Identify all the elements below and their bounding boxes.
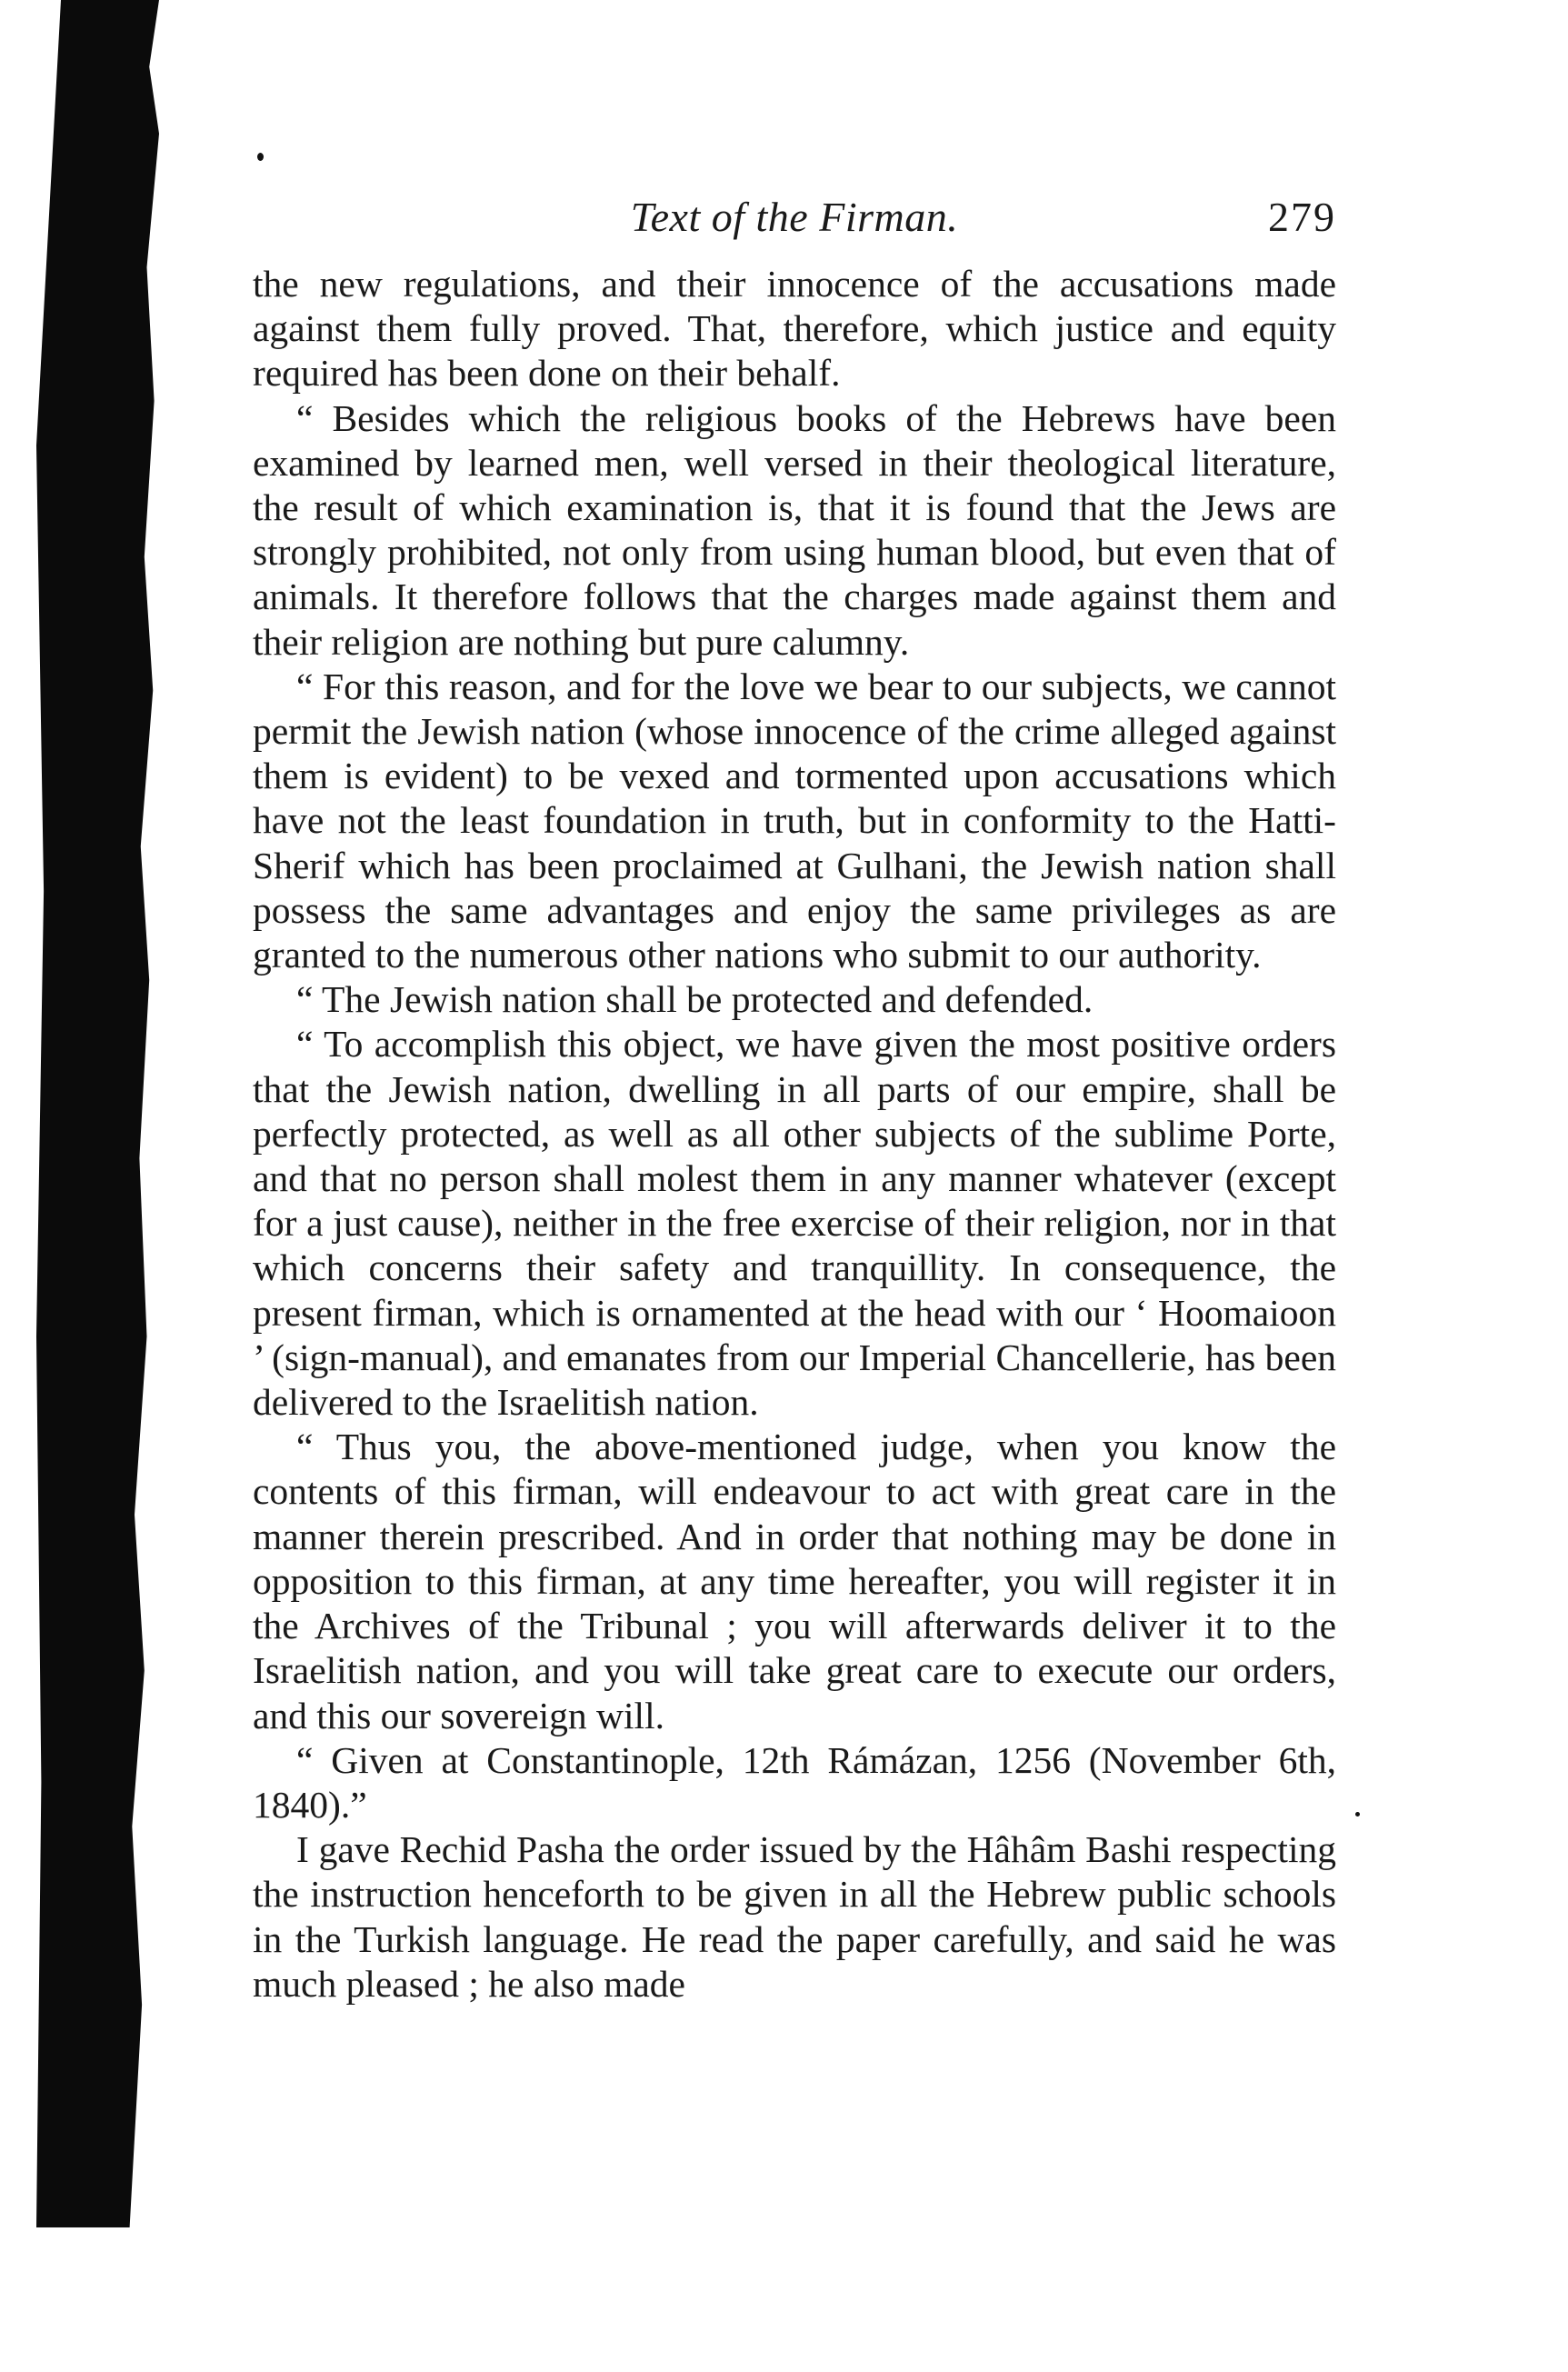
ink-speck: [1355, 1812, 1360, 1817]
paragraph-judge-instructions: “ Thus you, the above-mentioned judge, when you know the contents of this firman, will endeavour to act with great care in the manner therein prescribed. And in order that nothing may be done in opposition to this firman, at any time hereafter, you will register it in the Archives of the Tribunal ; you will afterwards deliver it to the Israelitish nation, and you will take great care to execute our orders, and this our sovereign will.: [253, 1426, 1336, 1736]
paragraph-protected: “ The Jewish nation shall be protected and defended.: [296, 978, 1094, 1021]
paragraph-continuation: the new regulations, and their innocence of the accusations made against them fully proved. That, therefore, which justice and equity required has been done on their behalf.: [253, 263, 1336, 395]
running-title: Text of the Firman.: [630, 194, 959, 240]
text-body: [253, 262, 1336, 2007]
paragraph-orders: “ To accomplish this object, we have given the most positive orders that the Jewish nation, dwelling in all parts of our empire, shall be perfectly protected, as well as all other subjects of the sublime Porte, and that no person shall molest them in any manner whatever (except for a just cause), neither in the free exercise of their religion, nor in that which concerns their safety and tranquillity. In consequence, the present firman, which is ornamented at the head with our ‘ Hoomaioon ’ (sign-manual), and emanates from our Imperial Chancellerie, has been delivered to the Israelitish nation.: [253, 1023, 1336, 1424]
page-number: 279: [1268, 194, 1336, 240]
binding-edge-shadow: [36, 0, 159, 2227]
running-head: [253, 182, 1336, 255]
paragraph-given-at: “ Given at Constantinople, 12th Rámázan, 1256 (November 6th, 1840).”: [253, 1738, 1336, 1826]
ink-speck: [257, 153, 264, 161]
paragraph-religious-books: “ Besides which the religious books of the Hebrews have been examined by learned men, well versed in their theological literature, the result of which examination is, that it is found that the Jews are strongly prohibited, not only from using human blood, but even that of animals. It therefore follows that the charges made against them and their religion are nothing but pure calumny.: [253, 396, 1336, 663]
paragraph-for-this-reason: “ For this reason, and for the love we bear to our subjects, we cannot permit the Jewish nation (whose innocence of the crime alleged against them is evident) to be vexed and tormented upon accusations which have not the least foundation in truth, but in conformity to the Hatti-Sherif which has been proclaimed at Gulhani, the Jewish nation shall possess the same advantages and enjoy the same privileges as are granted to the numerous other nations who submit to our authority.: [253, 665, 1336, 976]
paragraph-rechid-pasha: I gave Rechid Pasha the order issued by the Hâhâm Bashi respecting the instruction henceforth to be given in all the Hebrew public schools in the Turkish language. He read the paper carefully, and said he was much pleased ; he also made: [253, 1828, 1336, 2005]
book-page: [253, 182, 1336, 2007]
